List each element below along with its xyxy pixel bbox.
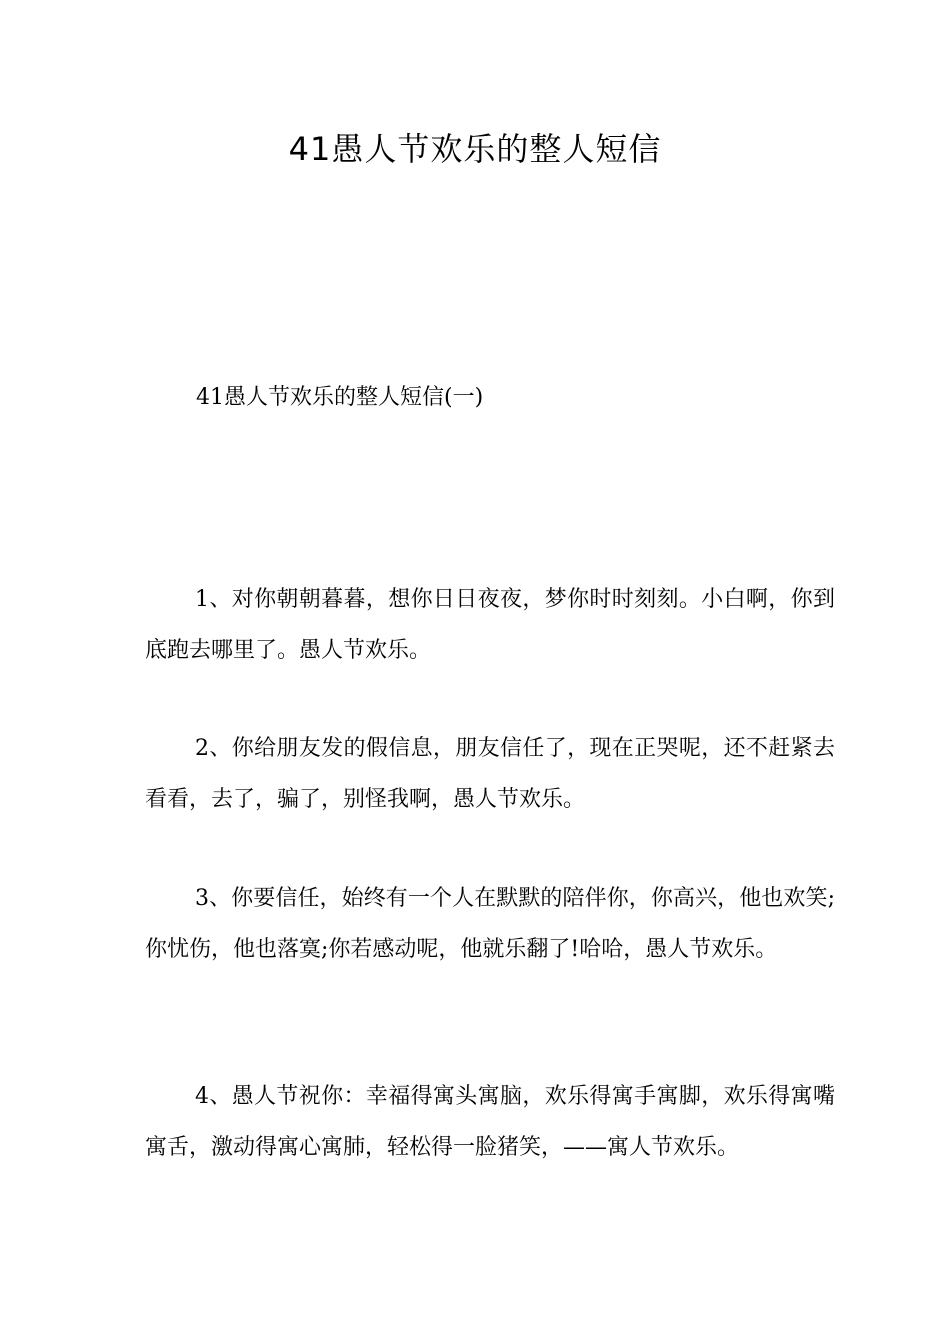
paragraph-1: 1、对你朝朝暮暮，想你日日夜夜，梦你时时刻刻。小白啊，你到底跑去哪里了。愚人节欢乐。 [145,587,835,663]
document-title: 41愚人节欢乐的整人短信 [288,130,662,168]
paragraph-3: 3、你要信任，始终有一个人在默默的陪伴你，你高兴，他也欢笑;你忧伤，他也落寞;你若感动呢，他就乐翻了!哈哈，愚人节欢乐。 [145,886,835,962]
paragraph-4: 4、愚人节祝你：幸福得寓头寓脑，欢乐得寓手寓脚，欢乐得寓嘴寓舌，激动得寓心寓肺，轻松得一脸猪笑，——寓人节欢乐。 [145,1084,835,1160]
section-heading: 41愚人节欢乐的整人短信(一) [196,385,484,410]
paragraph-2: 2、你给朋友发的假信息，朋友信任了，现在正哭呢，还不赶紧去看看，去了，骗了，别怪我啊，愚人节欢乐。 [145,736,835,812]
